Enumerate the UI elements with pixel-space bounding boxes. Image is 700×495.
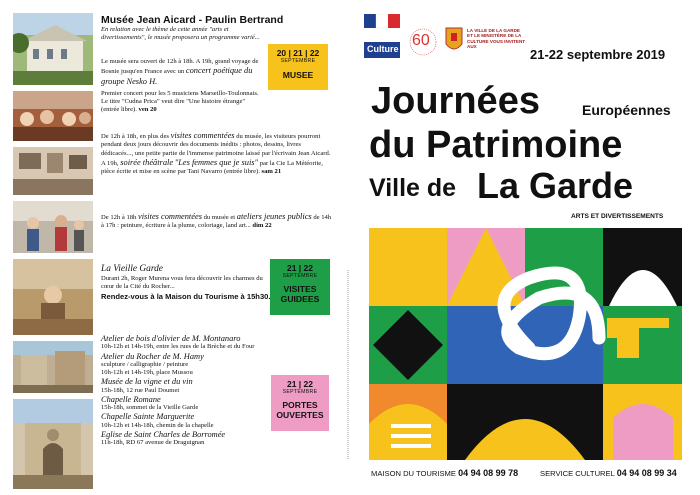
- friday-text-a: Le musée sera ouvert de 12h à 18h. A 19h, grand voyage de Bosnie jusqu'en France avec un: [101, 58, 259, 76]
- footer-culture-phone: 04 94 08 99 34: [616, 468, 677, 478]
- badge-portes-month: SEPTEMBRE: [282, 389, 318, 395]
- sunday-text-e: de 14h à 17h : peinture, écriture à la plume, coloriage, land art...: [101, 214, 332, 230]
- saturday-theatre: soirée théâtrale: [120, 157, 174, 167]
- badge-visites-label2: GUIDEES: [280, 294, 320, 304]
- badge-visites-month: SEPTEMBRE: [282, 273, 318, 279]
- photo-chapel: [13, 399, 93, 489]
- atelier-5-text: 11h-18h, RD 67 avenue de Draguignan: [101, 439, 205, 446]
- atelier-1-text2: 10h-12h et 14h-19h, place Mussou: [101, 369, 193, 376]
- saturday-visits: visites commentées: [170, 131, 235, 140]
- subtitle-theme: ARTS ET DIVERTISSEMENTS: [571, 213, 664, 220]
- vieille-text: Durant 2h, Roger Murena vous fera découvrir les charmes du cœur de la Cité du Rocher...: [101, 275, 263, 291]
- event-date: 21-22 septembre 2019: [530, 47, 666, 62]
- jep-60-text: 60: [412, 32, 430, 49]
- badge-musee-label: MUSEE: [282, 70, 314, 80]
- badge-musee: [268, 44, 328, 90]
- museum-header: [101, 14, 331, 42]
- vieille-title: La Vieille Garde: [101, 264, 163, 274]
- sunday-text-a: De 12h à 18h: [101, 214, 137, 221]
- museum-intro: En relation avec le thème de cette année "arts et divertissements", le musée proposera un programme varié...: [101, 26, 260, 42]
- atelier-1-title: Atelier du Rocher de M. Hamy: [101, 351, 204, 361]
- badge-visites: [270, 259, 330, 315]
- sunday-text-c: du musée et: [203, 214, 236, 221]
- vieille-cta: Rendez-vous à la Maison du Tourisme à 15h30.: [101, 291, 271, 301]
- photo-exhibition: [13, 147, 93, 195]
- friday-concert: concert poétique du groupe Nesko H.: [101, 66, 253, 86]
- photo-museum-building: [13, 13, 93, 85]
- title-patrimoine: du Patrimoine: [369, 124, 623, 166]
- culture-logo-text: Culture: [367, 44, 399, 54]
- footer-tourism: [371, 468, 518, 478]
- badge-musee-dates: 20 | 21 | 22: [276, 48, 320, 58]
- atelier-2-text: 15h-18h, 12 rue Paul Doumet: [101, 386, 180, 394]
- section-vieille-garde: [101, 264, 271, 301]
- saturday-day: sam 21: [261, 168, 282, 176]
- atelier-4-title: Chapelle Sainte Marguerite: [101, 412, 195, 422]
- section-sunday: [101, 212, 333, 234]
- atelier-3-title: Chapelle Romane: [101, 394, 161, 404]
- badge-portes-label2: OUVERTES: [276, 410, 324, 420]
- title-ville-de: Ville de: [369, 174, 457, 202]
- friday-text-b: Premier concert pour les 5 musiciens Marseillo-Toulonnais. Le titre "Cudna Prica" veut dire "Une histoire étrange" (entrée libre).: [101, 89, 259, 114]
- section-saturday: [101, 131, 333, 179]
- photo-old-town: [13, 341, 93, 393]
- atelier-4-text: 10h-12h et 14h-18h, chemin de la chapelle: [101, 421, 214, 429]
- atelier-1-text: sculpture / calligraphie / peinture: [101, 360, 189, 368]
- title-la-garde: La Garde: [477, 165, 634, 206]
- museum-title: Musée Jean Aicard - Paulin Bertrand: [101, 14, 284, 26]
- fold-fine-print: [345, 270, 351, 460]
- atelier-0-text: 10h-12h et 14h-19h, entre les rues de la Brèche et du Four: [101, 343, 255, 351]
- saturday-text-a: De 12h à 18h, en plus des: [101, 133, 169, 140]
- footer-tourism-label: MAISON DU TOURISME: [371, 469, 456, 478]
- photo-guide-tour: [13, 259, 93, 335]
- atelier-5-title: Eglise de Saint Charles de Borromée: [101, 429, 226, 439]
- atelier-0-title: Atelier de bois d'olivier de M. Montanaro: [101, 334, 241, 343]
- friday-day: ven 20: [138, 106, 157, 114]
- badge-portes: [271, 375, 329, 431]
- town-invite-text: LA VILLE DE LA GARDE ET LE MINISTÈRE DE LA CULTURE VOUS INVITENT AUX: [467, 28, 526, 50]
- saturday-text-c: du musée, les visiteurs pourront pendant deux jours découvrir des documents inédits : photos, dessins, livres dédicacés..., une petite partie de l'immense patrimoine laissé par l'écrivain Jean Aicard. A 19h,: [101, 133, 331, 167]
- jep-artwork: [369, 228, 682, 460]
- photo-concert: [13, 91, 93, 141]
- atelier-2-title: Musée de la vigne et du vin: [101, 377, 193, 387]
- footer-culture-label: SERVICE CULTUREL: [540, 469, 615, 478]
- title-journees: Journées: [371, 80, 540, 122]
- footer-culture: [540, 468, 677, 478]
- saturday-play-title: "Les femmes que je suis": [174, 157, 259, 167]
- atelier-3-text: 15h-18h, sommet de la Vieille Garde: [101, 404, 199, 411]
- badge-musee-month: SEPTEMBRE: [280, 58, 316, 64]
- sunday-visits: visites commentées: [138, 212, 202, 221]
- la-garde-coat-of-arms: [444, 26, 464, 56]
- saturday-text-f: par la Cie La Météorite, pièce écrite et mise en scène par Tani Navarro (entrée libre).: [101, 159, 323, 176]
- badge-visites-label1: VISITES: [283, 284, 317, 294]
- sunday-workshops: ateliers jeunes publics: [236, 212, 312, 221]
- badge-portes-dates: 21 | 22: [286, 379, 313, 389]
- badge-portes-label1: PORTES: [282, 400, 318, 410]
- footer-tourism-phone: 04 94 08 99 78: [458, 468, 519, 478]
- title-europeennes: Européennes: [582, 102, 671, 118]
- section-friday: [101, 58, 263, 118]
- badge-visites-dates: 21 | 22: [286, 263, 313, 273]
- photo-visitors: [13, 201, 93, 253]
- sunday-day: dim 22: [252, 222, 272, 230]
